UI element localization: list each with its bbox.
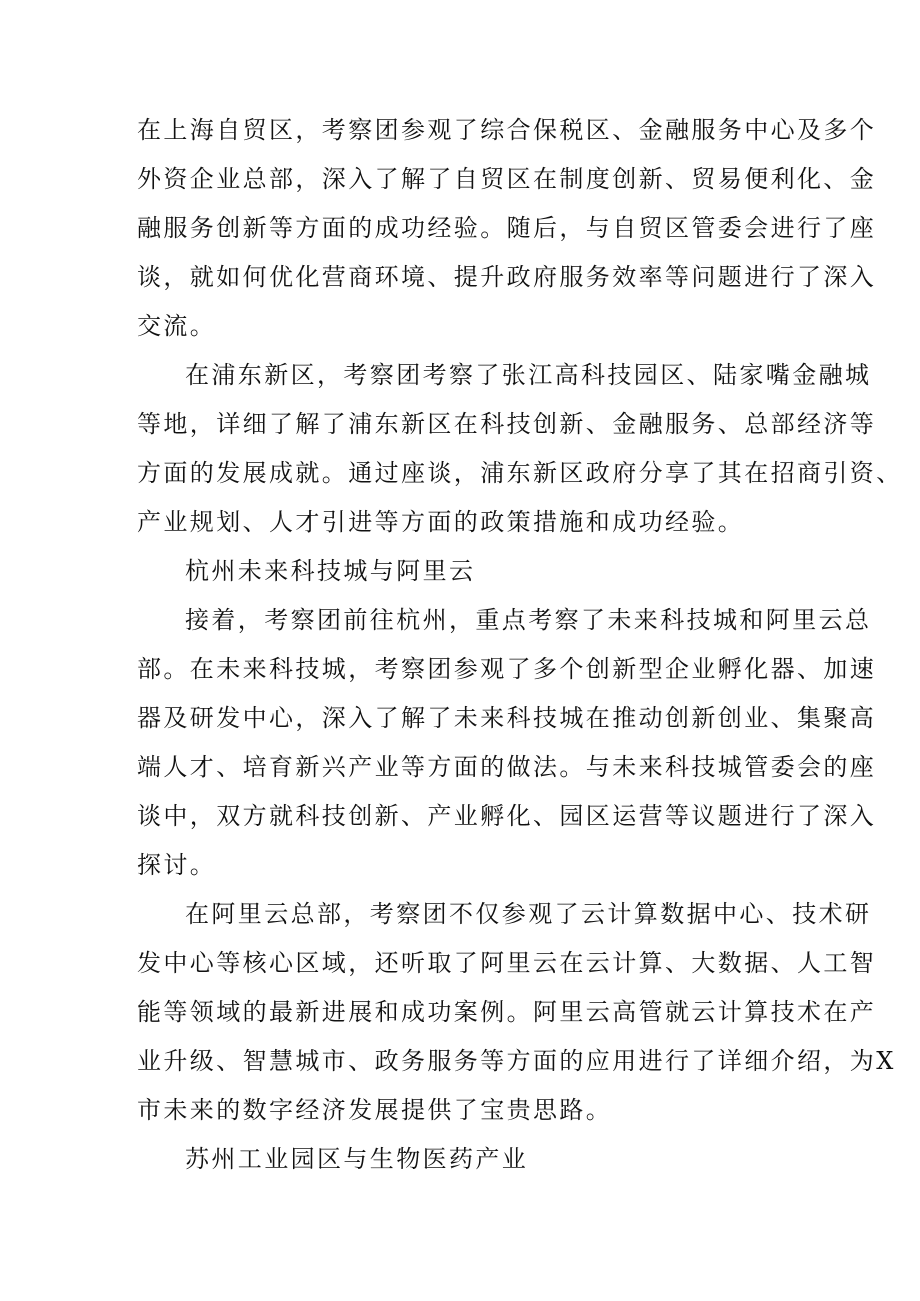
paragraph-3-line-5: 谈中，双方就科技创新、产业孵化、园区运营等议题进行了深入 [137,802,877,830]
paragraph-1-line-3: 融服务创新等方面的成功经验。随后，与自贸区管委会进行了座 [137,214,877,242]
paragraph-3-line-6: 探讨。 [137,851,217,879]
paragraph-2-line-4: 产业规划、人才引进等方面的政策措施和成功经验。 [137,508,745,536]
paragraph-4-line-5: 市未来的数字经济发展提供了宝贵思路。 [137,1096,613,1124]
paragraph-3-line-3: 器及研发中心，深入了解了未来科技城在推动创新创业、集聚高 [137,704,877,732]
section-heading-hangzhou: 杭州未来科技城与阿里云 [185,557,476,585]
section-heading-suzhou: 苏州工业园区与生物医药产业 [185,1145,529,1173]
paragraph-2-line-2: 等地，详细了解了浦东新区在科技创新、金融服务、总部经济等 [137,410,877,438]
paragraph-4-line-2: 发中心等核心区域，还听取了阿里云在云计算、大数据、人工智 [137,949,877,977]
paragraph-3-line-2: 部。在未来科技城，考察团参观了多个创新型企业孵化器、加速 [137,655,877,683]
paragraph-3-line-1: 接着，考察团前往杭州，重点考察了未来科技城和阿里云总 [185,606,872,634]
paragraph-2-line-3: 方面的发展成就。通过座谈，浦东新区政府分享了其在招商引资、 [137,459,903,487]
paragraph-1-line-5: 交流。 [137,312,217,340]
paragraph-4-line-3: 能等领域的最新进展和成功案例。阿里云高管就云计算技术在产 [137,998,877,1026]
paragraph-1-line-4: 谈，就如何优化营商环境、提升政府服务效率等问题进行了深入 [137,263,877,291]
paragraph-1-line-1: 在上海自贸区，考察团参观了综合保税区、金融服务中心及多个 [137,116,877,144]
paragraph-4-line-1: 在阿里云总部，考察团不仅参观了云计算数据中心、技术研 [185,900,872,928]
paragraph-3-line-4: 端人才、培育新兴产业等方面的做法。与未来科技城管委会的座 [137,753,877,781]
paragraph-1-line-2: 外资企业总部，深入了解了自贸区在制度创新、贸易便利化、金 [137,165,877,193]
paragraph-2-line-1: 在浦东新区，考察团考察了张江高科技园区、陆家嘴金融城 [185,361,872,389]
paragraph-4-line-4: 业升级、智慧城市、政务服务等方面的应用进行了详细介绍，为X [137,1047,896,1075]
